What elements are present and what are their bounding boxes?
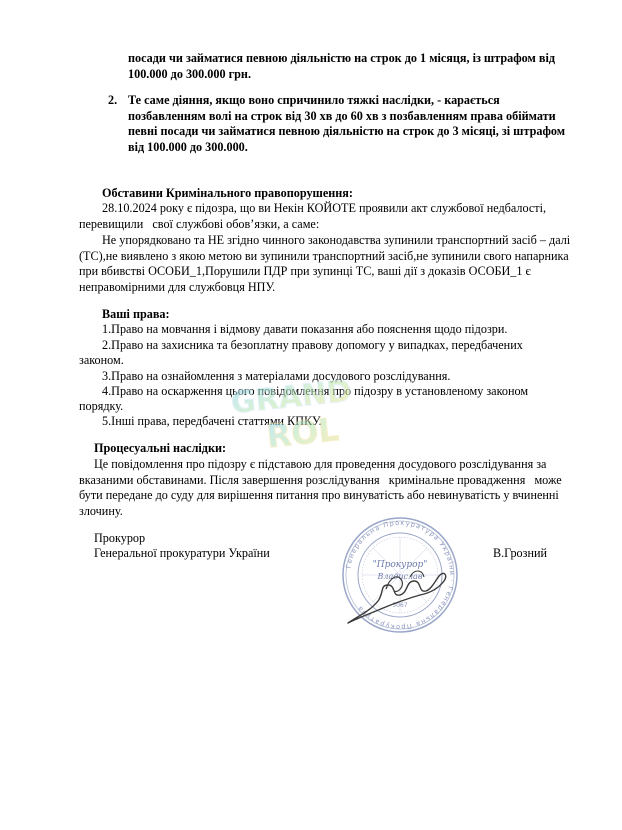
top-line-1: посади чи займатися певною діяльністю на строк до 1 місяця, із штрафом від (128, 51, 555, 65)
item2-line-1: Те саме діяння, якщо воно спричинило тяжкі наслідки, - карається (128, 93, 500, 107)
consequences-line-3: бути передане до суду для вирішення питання про винуватість або невинуватість у вчиненні (79, 488, 559, 502)
signature-role-1: Прокурор (94, 531, 146, 545)
signature-role-2: Генеральної прокуратури України (94, 546, 270, 560)
official-seal-stamp (340, 515, 460, 635)
circumstances-heading: Обставини Кримінального правопорушення: (102, 186, 353, 200)
circumstances-line-1: 28.10.2024 року є підозра, що ви Некін КОЙОТЕ проявили акт службової недбалості, (102, 201, 547, 215)
circumstances-line-2: перевищили свої службові обов’язки, а саме: (79, 217, 320, 231)
consequences-line-2: вказаними обставинами. Після завершення розслідування кримінальне провадження може (79, 473, 562, 487)
circumstances-line-3: Не упорядковано та НЕ згідно чинного законодавства зупинили транспортний засіб – далі (102, 233, 571, 247)
rights-line-7: 5.Інші права, передбачені статтями КПКУ. (102, 414, 322, 428)
svg-text:Владислав: Владислав (377, 572, 423, 581)
rights-line-4: 3.Право на ознайомлення з матеріалами досудового розслідування. (102, 369, 451, 383)
rights-line-1: 1.Право на мовчання і відмову давати показання або пояснення щодо підозри. (102, 322, 508, 336)
svg-text:5067: 5067 (392, 602, 408, 609)
rights-line-2: 2.Право на захисника та безоплатну правову допомогу у випадках, передбачених (102, 338, 523, 352)
circumstances-line-6: неправомірними для службовця НПУ. (79, 280, 276, 294)
item2-line-4: від 100.000 до 300.000. (128, 140, 248, 154)
rights-line-5: 4.Право на оскарження цього повідомлення про підозру в установленому законом (102, 384, 529, 398)
circumstances-line-5: при вбивстві ОСОБИ_1,Порушили ПДР при зупинці ТС, ваші дії з доказів ОСОБИ_1 є (79, 264, 531, 278)
consequences-heading: Процесуальні наслідки: (94, 441, 227, 455)
item2-line-2: позбавленням волі на строк від 30 хв до 60 хв з позбавленням права обіймати (128, 109, 556, 123)
consequences-line-4: злочину. (79, 504, 123, 518)
rights-heading: Ваші права: (102, 307, 170, 321)
circumstances-line-4: (ТС),не виявлено з якою метою ви зупинили транспортний засіб,не зупинили свого напарника (79, 249, 569, 263)
svg-text:GRAND: GRAND (229, 373, 354, 422)
top-line-2: 100.000 до 300.000 грн. (128, 67, 251, 81)
consequences-line-1: Це повідомлення про підозру є підставою для проведення досудового розслідування за (94, 457, 547, 471)
svg-text:ROL: ROL (264, 410, 341, 456)
rights-line-3: законом. (79, 353, 124, 367)
item2-number: 2. (108, 93, 118, 107)
signature-name: В.Грозний (493, 546, 548, 560)
item2-line-3: певні посади чи займатися певною діяльністю на строк до 3 місяці, зі штрафом (128, 124, 566, 138)
svg-text:Генеральна Прокуратура України: Генеральна Прокуратура України · Генеральна Прокуратура (344, 518, 457, 632)
rights-line-6: порядку. (79, 399, 124, 413)
svg-text:"Прокурор": "Прокурор" (372, 560, 428, 570)
